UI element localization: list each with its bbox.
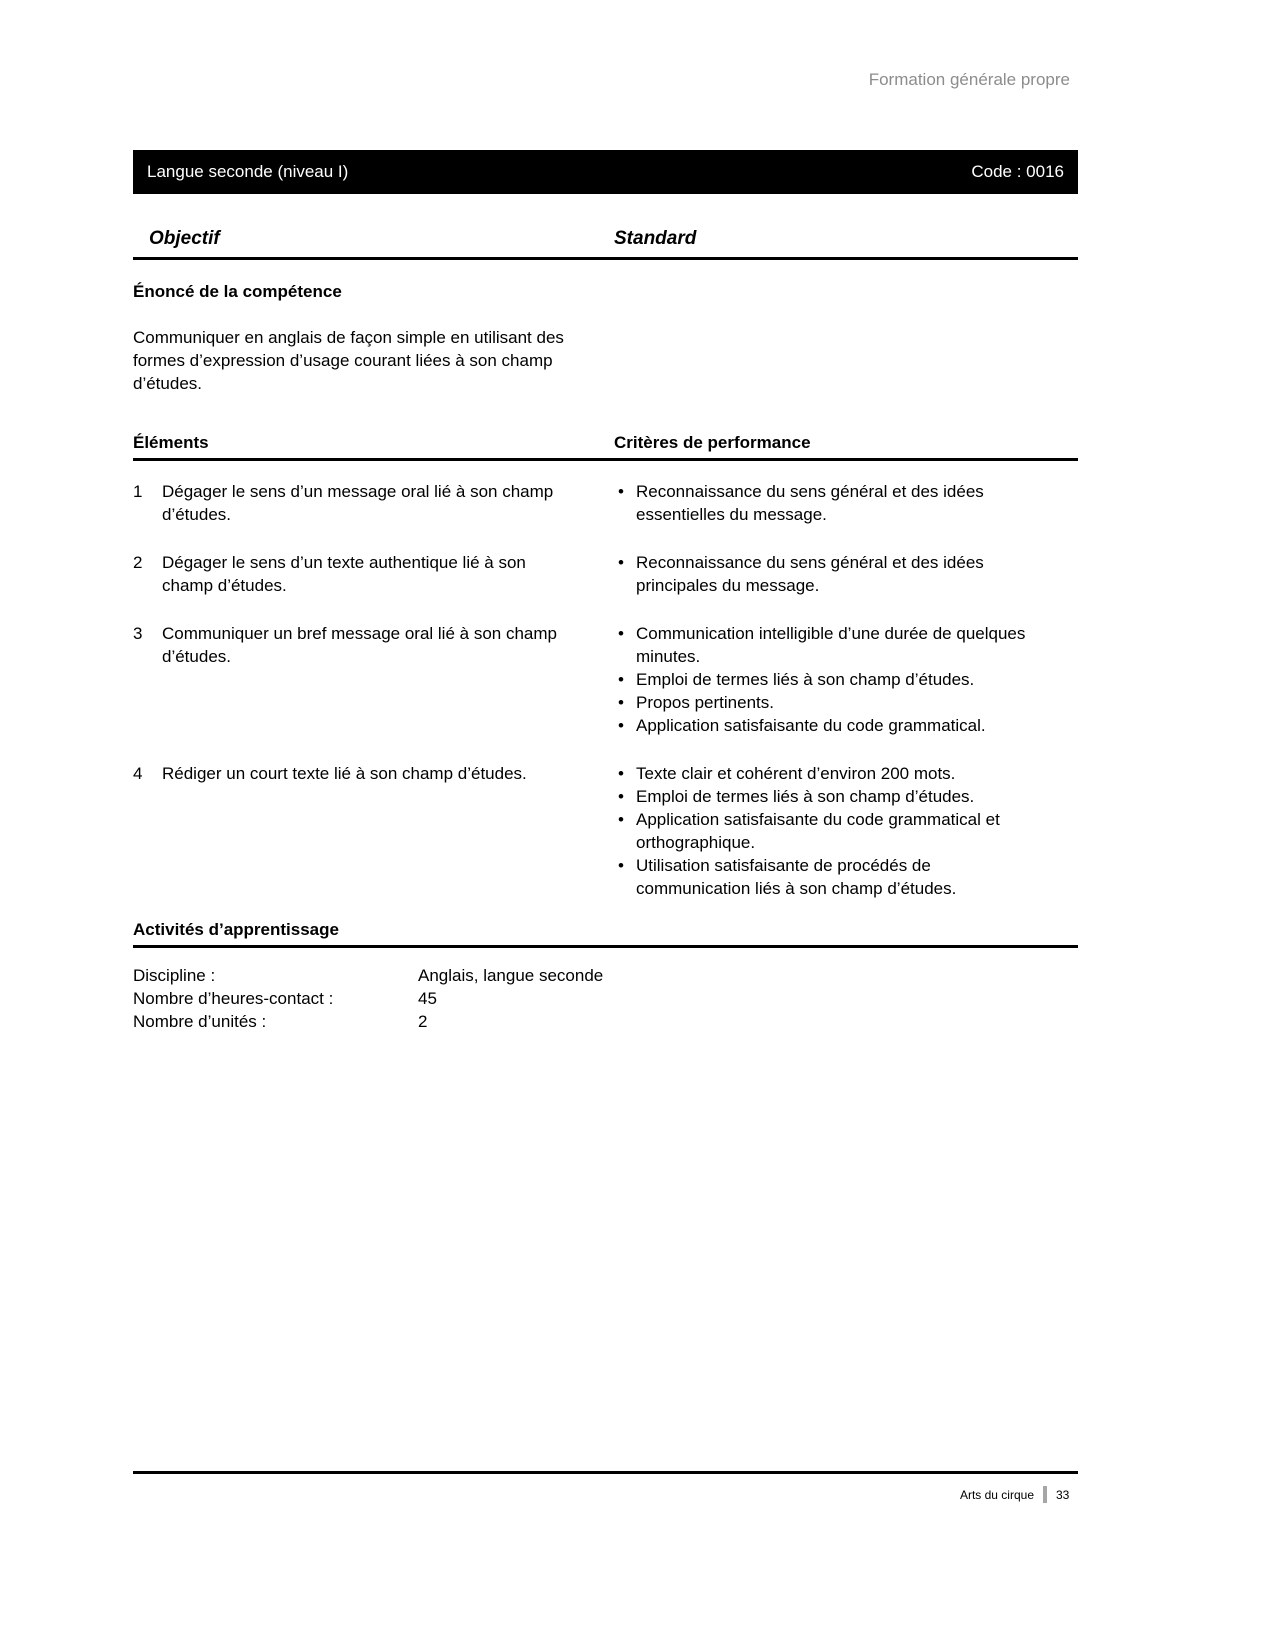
element-item xyxy=(133,622,614,737)
footer-label: Arts du cirque xyxy=(959,1487,1034,1502)
field-row-unites xyxy=(133,1010,1078,1033)
element-item xyxy=(133,480,614,526)
criteria-list xyxy=(614,480,1038,526)
page-footer xyxy=(133,1471,1078,1503)
criteria-item: • Application satisfaisante du code grammatical. xyxy=(614,714,1038,737)
standard-heading: Standard xyxy=(614,228,697,249)
element-text: Rédiger un court texte lié à son champ d’études. xyxy=(162,764,527,783)
criteria-item: • Texte clair et cohérent d’environ 200 mots. xyxy=(614,762,1038,785)
elements-criteria-headings xyxy=(133,433,1078,458)
activities-heading: Activités d’apprentissage xyxy=(133,920,339,939)
element-number: 2 xyxy=(133,553,143,572)
section-rule xyxy=(133,945,1078,948)
criteria-list xyxy=(614,622,1038,737)
element-row-1 xyxy=(133,480,1078,526)
criteria-item: • Reconnaissance du sens général et des idées principales du message. xyxy=(614,551,1038,597)
course-title: Langue seconde (niveau I) xyxy=(147,162,349,181)
page-content xyxy=(133,0,1078,1033)
field-label: Nombre d’unités : xyxy=(133,1012,267,1031)
page-number: 33 xyxy=(1056,1487,1070,1502)
section-rule xyxy=(133,458,1078,461)
element-text: Dégager le sens d’un texte authentique lié à son champ d’études. xyxy=(162,553,526,595)
element-item xyxy=(133,762,614,900)
enonce-body: Communiquer en anglais de façon simple en utilisant des formes d’expression d’usage courant liées à son champ d’études. xyxy=(133,328,564,393)
enonce-heading: Énoncé de la compétence xyxy=(133,282,342,301)
field-row-discipline xyxy=(133,964,1078,987)
footer-rule xyxy=(133,1471,1078,1474)
criteria-item: • Reconnaissance du sens général et des idées essentielles du message. xyxy=(614,480,1038,526)
criteria-list xyxy=(614,762,1038,900)
footer-divider xyxy=(1043,1486,1047,1503)
criteria-item: • Emploi de termes liés à son champ d’études. xyxy=(614,785,1038,808)
course-title-bar xyxy=(133,150,1078,194)
course-code: Code : 0016 xyxy=(971,162,1064,181)
element-row-3 xyxy=(133,622,1078,737)
section-rule xyxy=(133,257,1078,260)
element-row-2 xyxy=(133,551,1078,597)
criteria-item: • Application satisfaisante du code grammatical et orthographique. xyxy=(614,808,1038,854)
criteria-item: • Propos pertinents. xyxy=(614,691,1038,714)
running-header: Formation générale propre xyxy=(868,70,1070,89)
element-row-4 xyxy=(133,762,1078,900)
field-label: Discipline : xyxy=(133,966,216,985)
criteria-item: • Communication intelligible d’une durée de quelques minutes. xyxy=(614,622,1038,668)
element-text: Communiquer un bref message oral lié à son champ d’études. xyxy=(162,624,557,666)
criteria-item: • Emploi de termes liés à son champ d’études. xyxy=(614,668,1038,691)
field-value: 45 xyxy=(418,989,437,1008)
element-number: 4 xyxy=(133,764,143,783)
activities-fields xyxy=(133,964,1078,1033)
field-value: Anglais, langue seconde xyxy=(418,966,604,985)
field-row-heures xyxy=(133,987,1078,1010)
element-text: Dégager le sens d’un message oral lié à son champ d’études. xyxy=(162,482,554,524)
element-number: 3 xyxy=(133,624,143,643)
field-value: 2 xyxy=(418,1012,428,1031)
element-item xyxy=(133,551,614,597)
criteria-list xyxy=(614,551,1038,597)
objectif-heading: Objectif xyxy=(149,228,220,249)
elements-heading: Éléments xyxy=(133,433,209,452)
field-label: Nombre d’heures-contact : xyxy=(133,989,334,1008)
criteria-item: • Utilisation satisfaisante de procédés de communication liés à son champ d’études. xyxy=(614,854,1038,900)
objectif-standard-row xyxy=(133,228,1078,257)
element-number: 1 xyxy=(133,482,143,501)
criteres-heading: Critères de performance xyxy=(614,433,811,452)
footer-line xyxy=(133,1486,1078,1503)
